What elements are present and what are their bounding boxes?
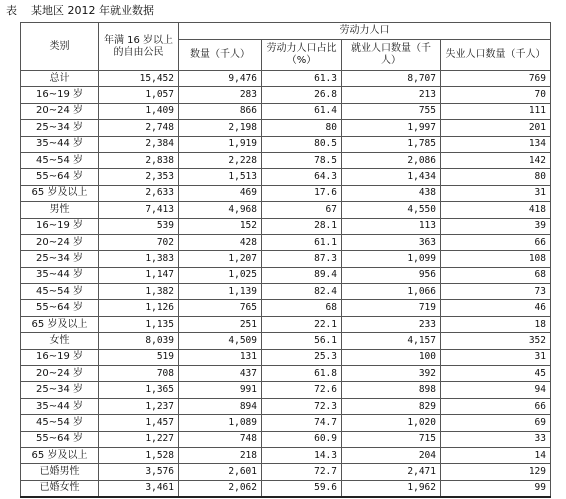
cell-unemployed: 769 bbox=[441, 71, 551, 87]
table-row bbox=[21, 169, 551, 185]
table-row bbox=[21, 464, 551, 480]
cell-labor-quantity: 251 bbox=[179, 316, 262, 332]
cell-population: 1,457 bbox=[99, 415, 179, 431]
cell-unemployed: 18 bbox=[441, 316, 551, 332]
cell-population: 3,461 bbox=[99, 480, 179, 497]
cell-labor-quantity: 428 bbox=[179, 234, 262, 250]
cell-population: 708 bbox=[99, 366, 179, 382]
cell-labor-quantity: 283 bbox=[179, 87, 262, 103]
cell-unemployed: 66 bbox=[441, 398, 551, 414]
table-row bbox=[21, 366, 551, 382]
cell-population: 2,633 bbox=[99, 185, 179, 201]
cell-employed: 1,020 bbox=[342, 415, 441, 431]
cell-labor-quantity: 4,968 bbox=[179, 202, 262, 218]
cell-unemployed: 142 bbox=[441, 152, 551, 168]
table-row bbox=[21, 349, 551, 365]
cell-category: 16~19 岁 bbox=[21, 349, 99, 365]
cell-labor-share: 59.6 bbox=[262, 480, 342, 497]
cell-category: 16~19 岁 bbox=[21, 87, 99, 103]
cell-labor-share: 80 bbox=[262, 120, 342, 136]
table-row bbox=[21, 447, 551, 463]
table-row bbox=[21, 234, 551, 250]
cell-labor-quantity: 1,089 bbox=[179, 415, 262, 431]
cell-category: 55~64 岁 bbox=[21, 169, 99, 185]
cell-unemployed: 70 bbox=[441, 87, 551, 103]
cell-category: 16~19 岁 bbox=[21, 218, 99, 234]
header-labor-share: 劳动力人口占比（%） bbox=[262, 40, 342, 71]
table-row-group bbox=[21, 71, 551, 87]
cell-employed: 100 bbox=[342, 349, 441, 365]
cell-population: 7,413 bbox=[99, 202, 179, 218]
cell-labor-quantity: 131 bbox=[179, 349, 262, 365]
table-row-group bbox=[21, 202, 551, 218]
employment-table bbox=[20, 22, 551, 498]
cell-employed: 4,157 bbox=[342, 333, 441, 349]
cell-labor-quantity: 152 bbox=[179, 218, 262, 234]
cell-unemployed: 99 bbox=[441, 480, 551, 497]
cell-population: 1,135 bbox=[99, 316, 179, 332]
cell-population: 8,039 bbox=[99, 333, 179, 349]
cell-labor-quantity: 9,476 bbox=[179, 71, 262, 87]
cell-unemployed: 68 bbox=[441, 267, 551, 283]
caption-title: 某地区 2012 年就业数据 bbox=[31, 4, 154, 17]
cell-category: 65 岁及以上 bbox=[21, 447, 99, 463]
table-row-group bbox=[21, 333, 551, 349]
cell-unemployed: 108 bbox=[441, 251, 551, 267]
cell-employed: 1,962 bbox=[342, 480, 441, 497]
cell-employed: 392 bbox=[342, 366, 441, 382]
cell-labor-share: 78.5 bbox=[262, 152, 342, 168]
table-row bbox=[21, 251, 551, 267]
cell-employed: 1,997 bbox=[342, 120, 441, 136]
cell-category: 20~24 岁 bbox=[21, 366, 99, 382]
cell-population: 2,384 bbox=[99, 136, 179, 152]
table-row bbox=[21, 120, 551, 136]
cell-population: 2,748 bbox=[99, 120, 179, 136]
cell-population: 1,528 bbox=[99, 447, 179, 463]
cell-unemployed: 80 bbox=[441, 169, 551, 185]
cell-category: 已婚男性 bbox=[21, 464, 99, 480]
table-caption bbox=[6, 4, 154, 18]
cell-employed: 719 bbox=[342, 300, 441, 316]
cell-unemployed: 134 bbox=[441, 136, 551, 152]
cell-labor-share: 56.1 bbox=[262, 333, 342, 349]
table-row bbox=[21, 103, 551, 119]
header-unemployed: 失业人口数量（千人） bbox=[441, 40, 551, 71]
cell-labor-quantity: 1,139 bbox=[179, 284, 262, 300]
cell-labor-quantity: 469 bbox=[179, 185, 262, 201]
cell-labor-share: 25.3 bbox=[262, 349, 342, 365]
header-category: 类别 bbox=[21, 23, 99, 71]
cell-category: 总计 bbox=[21, 71, 99, 87]
cell-category: 65 岁及以上 bbox=[21, 185, 99, 201]
cell-category: 35~44 岁 bbox=[21, 267, 99, 283]
cell-labor-share: 72.7 bbox=[262, 464, 342, 480]
cell-population: 1,227 bbox=[99, 431, 179, 447]
cell-employed: 213 bbox=[342, 87, 441, 103]
cell-labor-quantity: 765 bbox=[179, 300, 262, 316]
cell-unemployed: 94 bbox=[441, 382, 551, 398]
cell-labor-share: 61.4 bbox=[262, 103, 342, 119]
cell-employed: 715 bbox=[342, 431, 441, 447]
table-row bbox=[21, 316, 551, 332]
cell-category: 65 岁及以上 bbox=[21, 316, 99, 332]
cell-unemployed: 418 bbox=[441, 202, 551, 218]
cell-employed: 233 bbox=[342, 316, 441, 332]
cell-unemployed: 69 bbox=[441, 415, 551, 431]
cell-category: 20~24 岁 bbox=[21, 234, 99, 250]
caption-tag: 表 bbox=[6, 4, 17, 17]
cell-labor-quantity: 1,025 bbox=[179, 267, 262, 283]
cell-population: 1,383 bbox=[99, 251, 179, 267]
table-body bbox=[21, 71, 551, 498]
cell-labor-share: 74.7 bbox=[262, 415, 342, 431]
cell-category: 20~24 岁 bbox=[21, 103, 99, 119]
cell-labor-quantity: 437 bbox=[179, 366, 262, 382]
header-labor-quantity: 数量（千人） bbox=[179, 40, 262, 71]
cell-category: 45~54 岁 bbox=[21, 415, 99, 431]
cell-unemployed: 201 bbox=[441, 120, 551, 136]
cell-category: 45~54 岁 bbox=[21, 284, 99, 300]
cell-labor-quantity: 4,509 bbox=[179, 333, 262, 349]
table-row bbox=[21, 152, 551, 168]
cell-employed: 898 bbox=[342, 382, 441, 398]
cell-population: 702 bbox=[99, 234, 179, 250]
cell-labor-share: 17.6 bbox=[262, 185, 342, 201]
cell-employed: 4,550 bbox=[342, 202, 441, 218]
cell-unemployed: 111 bbox=[441, 103, 551, 119]
cell-population: 2,353 bbox=[99, 169, 179, 185]
cell-labor-share: 28.1 bbox=[262, 218, 342, 234]
cell-unemployed: 31 bbox=[441, 349, 551, 365]
table-row bbox=[21, 431, 551, 447]
cell-labor-quantity: 1,513 bbox=[179, 169, 262, 185]
cell-labor-share: 82.4 bbox=[262, 284, 342, 300]
cell-unemployed: 66 bbox=[441, 234, 551, 250]
cell-population: 3,576 bbox=[99, 464, 179, 480]
cell-labor-share: 26.8 bbox=[262, 87, 342, 103]
cell-employed: 1,434 bbox=[342, 169, 441, 185]
cell-labor-share: 87.3 bbox=[262, 251, 342, 267]
header-labor-force: 劳动力人口 bbox=[179, 23, 551, 40]
cell-labor-share: 68 bbox=[262, 300, 342, 316]
cell-employed: 1,099 bbox=[342, 251, 441, 267]
header-population: 年满 16 岁以上的自由公民 bbox=[99, 23, 179, 71]
cell-labor-share: 72.3 bbox=[262, 398, 342, 414]
cell-unemployed: 352 bbox=[441, 333, 551, 349]
cell-labor-share: 89.4 bbox=[262, 267, 342, 283]
cell-employed: 1,066 bbox=[342, 284, 441, 300]
cell-unemployed: 14 bbox=[441, 447, 551, 463]
cell-labor-share: 22.1 bbox=[262, 316, 342, 332]
cell-unemployed: 33 bbox=[441, 431, 551, 447]
cell-category: 25~34 岁 bbox=[21, 251, 99, 267]
cell-employed: 956 bbox=[342, 267, 441, 283]
cell-labor-quantity: 1,919 bbox=[179, 136, 262, 152]
cell-population: 2,838 bbox=[99, 152, 179, 168]
cell-population: 1,057 bbox=[99, 87, 179, 103]
cell-labor-share: 61.8 bbox=[262, 366, 342, 382]
table-row bbox=[21, 136, 551, 152]
cell-population: 1,409 bbox=[99, 103, 179, 119]
cell-labor-share: 60.9 bbox=[262, 431, 342, 447]
cell-labor-quantity: 218 bbox=[179, 447, 262, 463]
cell-labor-quantity: 866 bbox=[179, 103, 262, 119]
table-row bbox=[21, 218, 551, 234]
cell-category: 55~64 岁 bbox=[21, 431, 99, 447]
table-row bbox=[21, 185, 551, 201]
table-row bbox=[21, 87, 551, 103]
cell-employed: 2,086 bbox=[342, 152, 441, 168]
cell-employed: 8,707 bbox=[342, 71, 441, 87]
cell-labor-quantity: 2,062 bbox=[179, 480, 262, 497]
cell-employed: 204 bbox=[342, 447, 441, 463]
cell-population: 519 bbox=[99, 349, 179, 365]
cell-category: 25~34 岁 bbox=[21, 120, 99, 136]
cell-population: 1,382 bbox=[99, 284, 179, 300]
cell-unemployed: 129 bbox=[441, 464, 551, 480]
table-header bbox=[21, 23, 551, 71]
cell-employed: 1,785 bbox=[342, 136, 441, 152]
cell-unemployed: 46 bbox=[441, 300, 551, 316]
cell-population: 1,147 bbox=[99, 267, 179, 283]
table-row bbox=[21, 267, 551, 283]
cell-employed: 438 bbox=[342, 185, 441, 201]
cell-labor-share: 67 bbox=[262, 202, 342, 218]
cell-population: 539 bbox=[99, 218, 179, 234]
table-row bbox=[21, 415, 551, 431]
table-row bbox=[21, 284, 551, 300]
cell-category: 已婚女性 bbox=[21, 480, 99, 497]
cell-category: 45~54 岁 bbox=[21, 152, 99, 168]
cell-labor-share: 61.3 bbox=[262, 71, 342, 87]
cell-labor-share: 72.6 bbox=[262, 382, 342, 398]
cell-employed: 113 bbox=[342, 218, 441, 234]
cell-labor-share: 14.3 bbox=[262, 447, 342, 463]
cell-labor-quantity: 1,207 bbox=[179, 251, 262, 267]
cell-population: 1,126 bbox=[99, 300, 179, 316]
cell-category: 男性 bbox=[21, 202, 99, 218]
cell-population: 15,452 bbox=[99, 71, 179, 87]
table-row bbox=[21, 398, 551, 414]
cell-labor-share: 80.5 bbox=[262, 136, 342, 152]
cell-labor-quantity: 2,228 bbox=[179, 152, 262, 168]
cell-employed: 363 bbox=[342, 234, 441, 250]
table-row bbox=[21, 300, 551, 316]
cell-employed: 829 bbox=[342, 398, 441, 414]
cell-labor-share: 61.1 bbox=[262, 234, 342, 250]
header-employed: 就业人口数量（千人） bbox=[342, 40, 441, 71]
cell-category: 55~64 岁 bbox=[21, 300, 99, 316]
cell-employed: 2,471 bbox=[342, 464, 441, 480]
table-row bbox=[21, 382, 551, 398]
cell-unemployed: 31 bbox=[441, 185, 551, 201]
cell-labor-quantity: 2,601 bbox=[179, 464, 262, 480]
cell-labor-quantity: 894 bbox=[179, 398, 262, 414]
cell-unemployed: 39 bbox=[441, 218, 551, 234]
cell-population: 1,237 bbox=[99, 398, 179, 414]
table-row bbox=[21, 480, 551, 497]
cell-unemployed: 45 bbox=[441, 366, 551, 382]
cell-category: 女性 bbox=[21, 333, 99, 349]
cell-unemployed: 73 bbox=[441, 284, 551, 300]
cell-category: 35~44 岁 bbox=[21, 398, 99, 414]
cell-population: 1,365 bbox=[99, 382, 179, 398]
cell-labor-share: 64.3 bbox=[262, 169, 342, 185]
cell-category: 35~44 岁 bbox=[21, 136, 99, 152]
cell-employed: 755 bbox=[342, 103, 441, 119]
cell-labor-quantity: 2,198 bbox=[179, 120, 262, 136]
cell-labor-quantity: 991 bbox=[179, 382, 262, 398]
cell-labor-quantity: 748 bbox=[179, 431, 262, 447]
cell-category: 25~34 岁 bbox=[21, 382, 99, 398]
